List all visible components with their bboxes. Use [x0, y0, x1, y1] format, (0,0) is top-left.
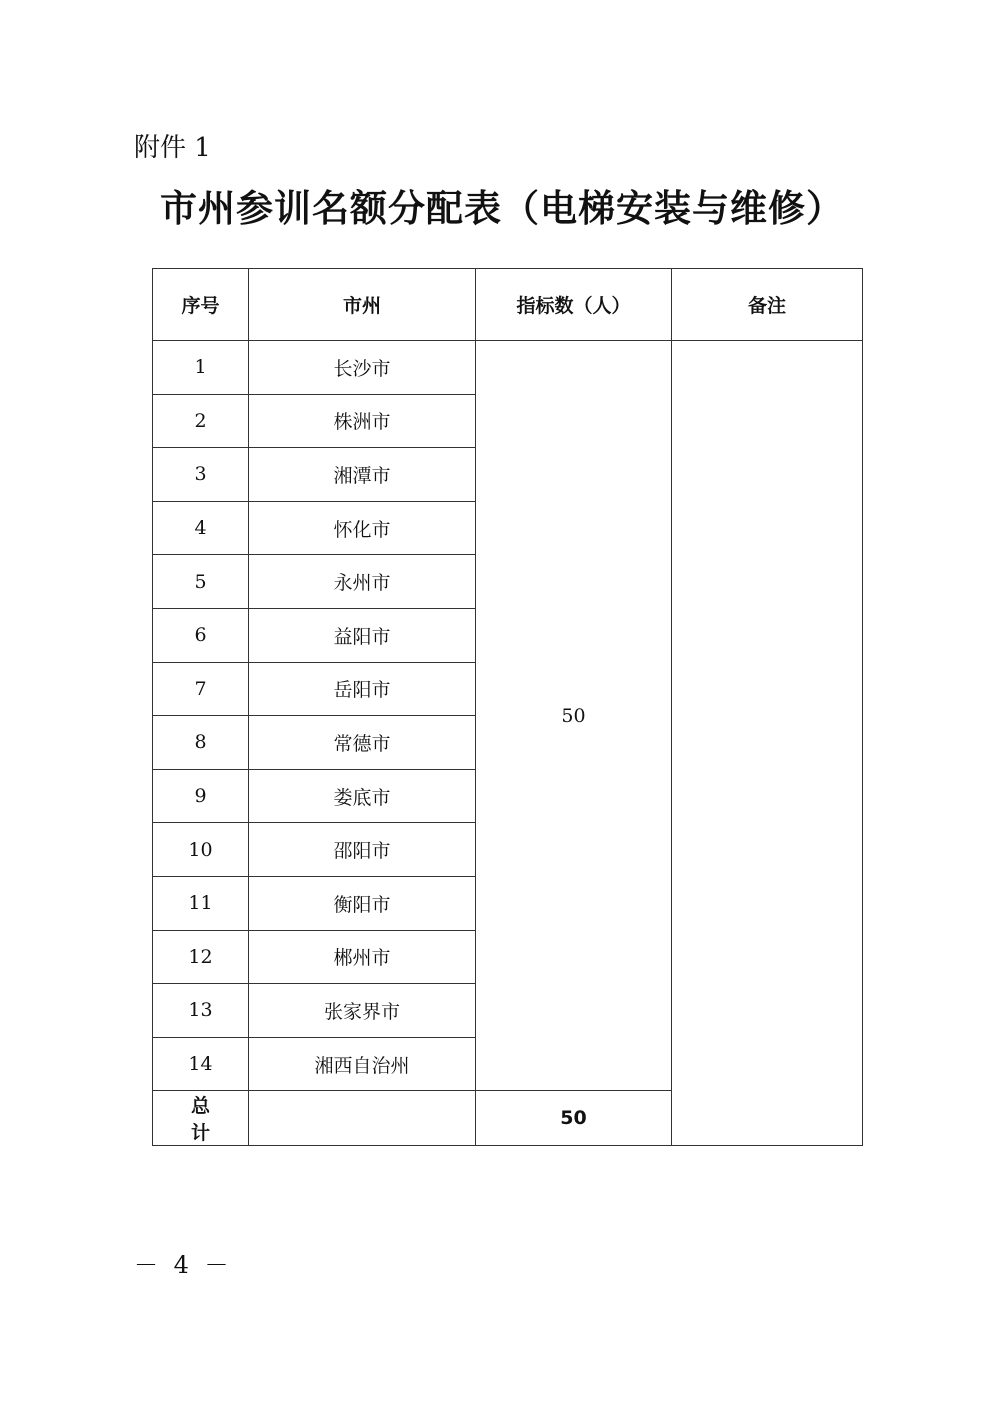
row-seq: 12 — [153, 930, 249, 984]
row-city: 衡阳市 — [249, 876, 476, 930]
attachment-label: 附件 1 — [134, 133, 211, 163]
row-city: 益阳市 — [249, 608, 476, 662]
row-seq: 9 — [153, 769, 249, 823]
quota-allocation-table — [152, 268, 863, 1146]
total-label: 总计 — [153, 1091, 249, 1146]
document-title: 市州参训名额分配表（电梯安装与维修） — [160, 187, 844, 230]
row-seq: 10 — [153, 823, 249, 877]
note-cell — [672, 341, 863, 1146]
row-city: 郴州市 — [249, 930, 476, 984]
header-seq: 序号 — [153, 269, 249, 341]
row-city: 湘西自治州 — [249, 1037, 476, 1091]
table-row — [153, 341, 863, 395]
row-seq: 14 — [153, 1037, 249, 1091]
row-city: 娄底市 — [249, 769, 476, 823]
row-city: 湘潭市 — [249, 448, 476, 502]
row-seq: 5 — [153, 555, 249, 609]
row-city: 株洲市 — [249, 394, 476, 448]
row-city: 怀化市 — [249, 501, 476, 555]
row-city: 常德市 — [249, 716, 476, 770]
row-seq: 7 — [153, 662, 249, 716]
row-seq: 1 — [153, 341, 249, 395]
row-seq: 4 — [153, 501, 249, 555]
row-seq: 13 — [153, 984, 249, 1038]
row-seq: 3 — [153, 448, 249, 502]
row-seq: 6 — [153, 608, 249, 662]
header-row — [153, 269, 863, 341]
table-header — [153, 269, 863, 341]
row-city: 岳阳市 — [249, 662, 476, 716]
total-quota: 50 — [476, 1091, 672, 1146]
row-seq: 8 — [153, 716, 249, 770]
row-seq: 11 — [153, 876, 249, 930]
shared-quota-cell: 50 — [476, 341, 672, 1091]
row-seq: 2 — [153, 394, 249, 448]
header-city: 市州 — [249, 269, 476, 341]
total-city — [249, 1091, 476, 1146]
header-note: 备注 — [672, 269, 863, 341]
row-city: 张家界市 — [249, 984, 476, 1038]
table-body — [153, 341, 863, 1146]
row-city: 邵阳市 — [249, 823, 476, 877]
row-city: 长沙市 — [249, 341, 476, 395]
page-number: － 4 － — [134, 1251, 233, 1279]
header-quota: 指标数（人） — [476, 269, 672, 341]
row-city: 永州市 — [249, 555, 476, 609]
